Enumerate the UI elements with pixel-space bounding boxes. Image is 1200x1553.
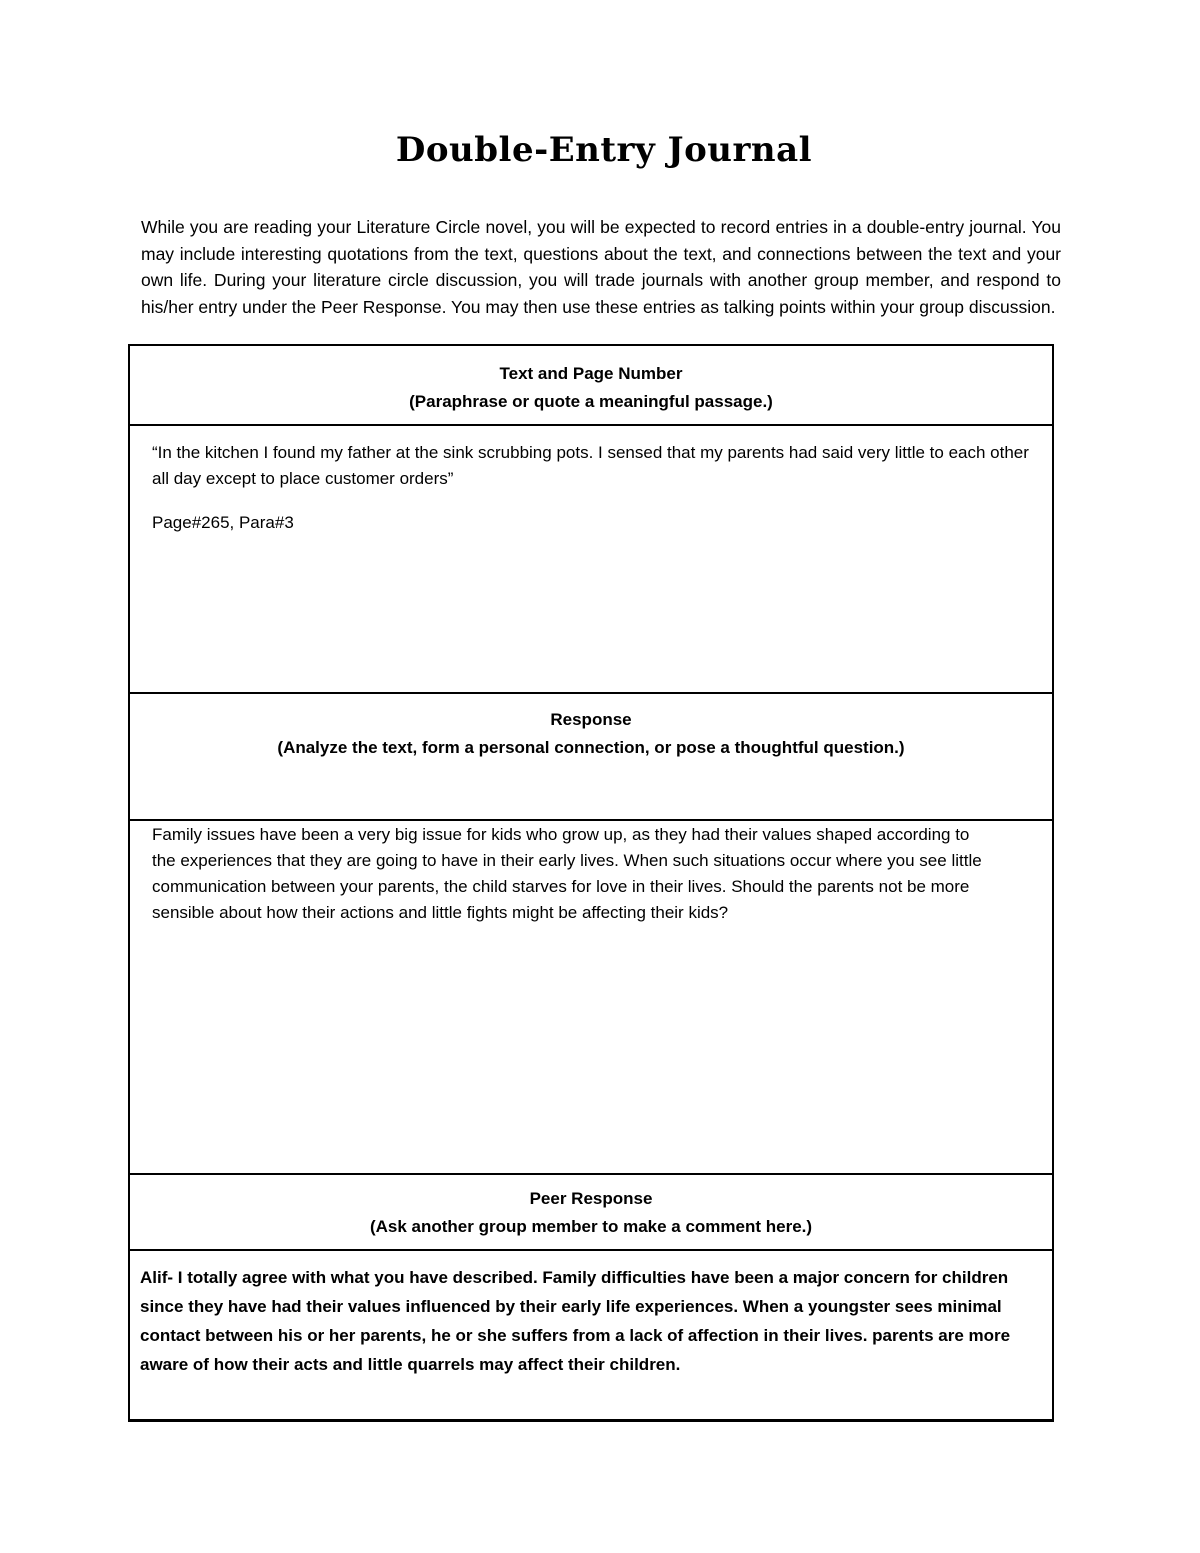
response-header-row bbox=[129, 693, 1053, 820]
response-heading: Response bbox=[550, 710, 632, 729]
response-entry-row bbox=[129, 820, 1053, 1174]
response-subheading: (Analyze the text, form a personal connection, or pose a thoughtful question.) bbox=[277, 738, 905, 757]
response-text: Family issues have been a very big issue for kids who grow up, as they had their values shaped according to the experiences that they are going to have in their early lives. When such situations occur where you see little communication between your parents, the child starves for love in their lives. Should the parents not be more sensible about how their actions and little fights might be affecting their kids? bbox=[152, 825, 982, 922]
text-page-subheading: (Paraphrase or quote a meaningful passage.) bbox=[409, 392, 773, 411]
journal-table bbox=[128, 344, 1054, 1422]
peer-entry-cell[interactable] bbox=[129, 1250, 1053, 1421]
peer-entry-row bbox=[129, 1250, 1053, 1421]
text-page-heading: Text and Page Number bbox=[499, 364, 683, 383]
response-header-cell bbox=[129, 693, 1053, 820]
intro-paragraph: While you are reading your Literature Circle novel, you will be expected to record entries in a double-entry journal. You may include interesting quotations from the text, questions about the text, and connections between the text and your own life. During your literature circle discussion, you will trade journals with another group member, and respond to his/her entry under the Peer Response. You may then use these entries as talking points within your group discussion. bbox=[141, 217, 1061, 317]
quote-text: “In the kitchen I found my father at the sink scrubbing pots. I sensed that my parents had said very little to each other all day except to place customer orders” bbox=[152, 443, 1029, 488]
peer-subheading: (Ask another group member to make a comment here.) bbox=[369, 1217, 813, 1236]
page-reference: Page#265, Para#3 bbox=[152, 513, 294, 532]
peer-header-cell bbox=[129, 1174, 1053, 1250]
response-entry-cell[interactable] bbox=[129, 820, 1053, 1174]
text-page-entry-row bbox=[129, 425, 1053, 693]
text-page-header-cell bbox=[129, 345, 1053, 425]
peer-header-row bbox=[129, 1174, 1053, 1250]
text-page-header-row bbox=[129, 345, 1053, 425]
page-title: Double-Entry Journal bbox=[395, 130, 813, 170]
peer-response-text: Alif- I totally agree with what you have described. Family difficulties have been a major concern for children since they have had their values influenced by their early life experiences. When a youngster sees minimal contact between his or her parents, he or she suffers from a lack of affection in their lives. parents are more aware of how their acts and little quarrels may affect their children. bbox=[140, 1268, 1011, 1374]
text-page-entry-cell[interactable] bbox=[129, 425, 1053, 693]
peer-heading: Peer Response bbox=[529, 1189, 653, 1208]
